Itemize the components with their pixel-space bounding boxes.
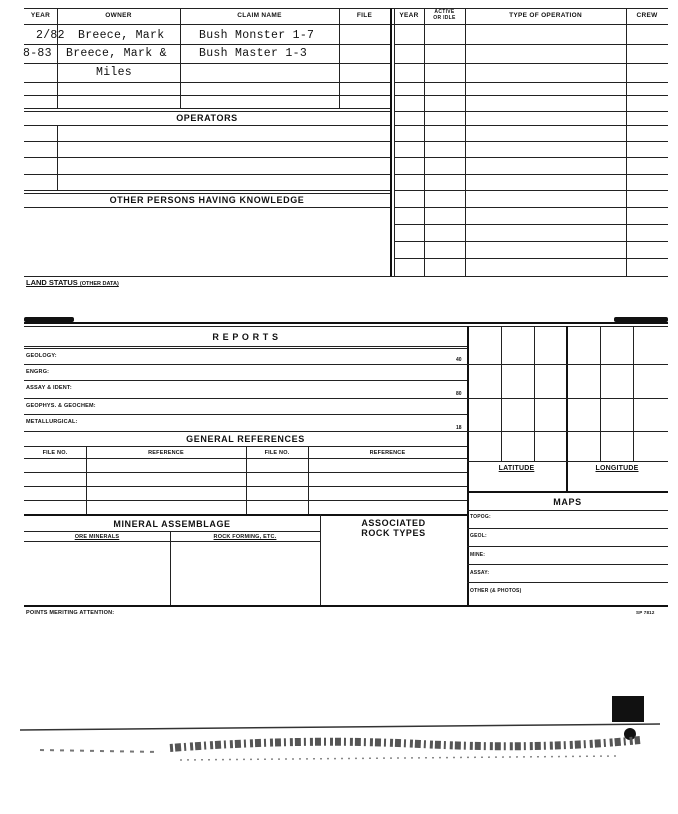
claim-row-2-year: 8-83 bbox=[23, 47, 52, 60]
report-geology-code: 40 bbox=[456, 357, 462, 363]
mineral-assemblage-heading: MINERAL ASSEMBLAGE bbox=[113, 519, 231, 529]
other-persons-heading: OTHER PERSONS HAVING KNOWLEDGE bbox=[109, 195, 305, 205]
report-metallurgical-code: 18 bbox=[456, 425, 462, 431]
year-header: YEAR bbox=[30, 12, 51, 19]
report-engrg-label: ENGRG: bbox=[26, 369, 50, 375]
longitude-label: LONGITUDE bbox=[595, 465, 639, 472]
claim-row-3-owner: Miles bbox=[96, 66, 133, 79]
maps-mine-label: MINE: bbox=[470, 552, 486, 558]
operators-heading: OPERATORS bbox=[176, 113, 238, 123]
reports-heading: R E P O R T S bbox=[212, 332, 279, 342]
scan-artifact bbox=[0, 690, 678, 780]
associated-rock-types-line1: ASSOCIATED bbox=[361, 518, 426, 528]
claim-row-1-year: 2/82 bbox=[36, 29, 65, 42]
file-header: FILE bbox=[356, 12, 373, 19]
report-assay-label: ASSAY & IDENT: bbox=[26, 385, 72, 391]
maps-other-label: OTHER (& PHOTOS) bbox=[470, 588, 522, 594]
land-status-sublabel: (OTHER DATA) bbox=[79, 281, 119, 287]
ref-file-no2-header: FILE NO. bbox=[264, 450, 290, 456]
form-code: SP 7812 bbox=[636, 610, 655, 615]
year2-header: YEAR bbox=[399, 12, 419, 19]
claim-row-1-claim: Bush Monster 1-7 bbox=[199, 29, 315, 42]
ref-reference-header: REFERENCE bbox=[148, 450, 184, 456]
owner-header: OWNER bbox=[105, 12, 132, 19]
maps-geol-label: GEOL: bbox=[470, 533, 487, 539]
maps-topog-label: TOPOG: bbox=[470, 514, 491, 520]
general-references-heading: GENERAL REFERENCES bbox=[186, 434, 305, 444]
maps-assay-label: ASSAY: bbox=[470, 570, 490, 576]
report-metallurgical-label: METALLURGICAL: bbox=[26, 419, 78, 425]
report-geophys-label: GEOPHYS. & GEOCHEM: bbox=[26, 403, 96, 409]
latitude-label: LATITUDE bbox=[498, 465, 535, 472]
rock-forming-header: ROCK FORMING, ETC. bbox=[213, 534, 277, 540]
type-of-operation-header: TYPE OF OPERATION bbox=[509, 12, 582, 19]
ref-file-no-header: FILE NO. bbox=[42, 450, 68, 456]
claim-row-2-owner: Breece, Mark & bbox=[66, 47, 167, 60]
land-status-label: LAND STATUS bbox=[26, 278, 78, 287]
report-assay-code: 80 bbox=[456, 391, 462, 397]
ore-minerals-header: ORE MINERALS bbox=[74, 534, 120, 540]
claim-name-header: CLAIM NAME bbox=[237, 12, 282, 19]
claim-row-2-claim: Bush Master 1-3 bbox=[199, 47, 308, 60]
ref-reference2-header: REFERENCE bbox=[369, 450, 406, 456]
report-geology-label: GEOLOGY: bbox=[26, 353, 57, 359]
points-meriting-attention-label: POINTS MERITING ATTENTION: bbox=[26, 610, 115, 616]
maps-heading: MAPS bbox=[553, 497, 582, 507]
crew-header: CREW bbox=[636, 12, 658, 19]
active-header-line2: OR IDLE bbox=[433, 15, 456, 21]
associated-rock-types-line2: ROCK TYPES bbox=[361, 528, 426, 538]
active-header-line1: ACTIVE bbox=[434, 9, 455, 15]
claim-row-1-owner: Breece, Mark bbox=[78, 29, 165, 42]
